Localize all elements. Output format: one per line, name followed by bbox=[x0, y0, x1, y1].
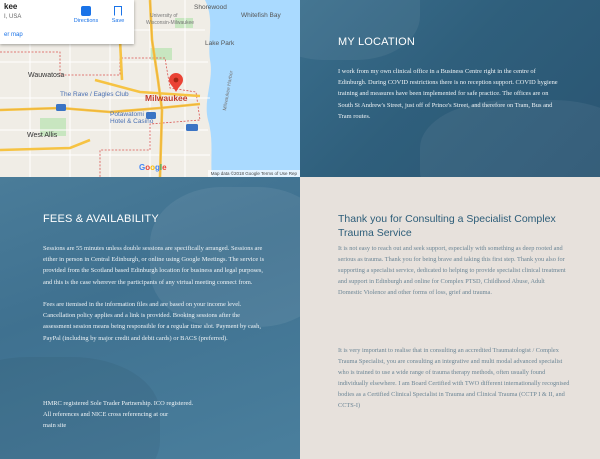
directions-icon bbox=[81, 6, 91, 16]
save-label: Save bbox=[111, 18, 125, 24]
map-card-address: I, USA bbox=[4, 14, 22, 20]
fees-paragraph-3: HMRC registered Sole Trader Partnership. ICO registered. bbox=[43, 400, 194, 407]
map-label-lakepark: Lake Park bbox=[205, 40, 235, 47]
map-label-university: University of bbox=[150, 13, 178, 19]
thanks-paragraph-1: It is not easy to reach out and seek support, especially with something as deep rooted and serious as trauma. Thank you for being brave and taking this first step. Thank you also for supporting a specialist service, dedicated to helping to provide specialist clinical treatment and support in Edinburgh and online for Complex PTSD, Childhood Abuse, Adult Domestic Violence and other forms of loss, grief and trauma. bbox=[338, 245, 566, 297]
thanks-heading: Thank you for Consulting a Specialist Complex Trauma Service bbox=[338, 213, 556, 239]
map-attribution[interactable]: Map data ©2018 Google Terms of Use Rep bbox=[208, 170, 300, 177]
map-label-westallis: West Allis bbox=[27, 132, 58, 139]
directions-button[interactable] bbox=[71, 6, 101, 24]
thanks-paragraph-2: It is very important to realise that in consulting an accredited Traumatologist / Complex Trauma Specialist, you are consulting an integrative and multi modal advanced specialist who is trained to use a wide range of trauma therapy methods, often usually found individually elsewhere. I am Board Certified with TWO different internationally recognised bodies as a Certified Clinical Specialist in Trauma and Clinical Trauma (CCTP I & II, and CCTS-I) bbox=[338, 347, 570, 410]
map-label-whitefish: Whitefish Bay bbox=[241, 12, 281, 19]
location-heading: MY LOCATION bbox=[338, 36, 415, 48]
thanks-section bbox=[300, 177, 600, 459]
map-label-milwaukee: Milwaukee bbox=[145, 93, 188, 103]
fees-paragraph-1: Sessions are 55 minutes unless double sessions are specifically arranged. Sessions are either in person in Central Edinburgh, or online using Google Meetings. The service is provided from the Scotland based Edinburgh location for business and legal purposes, and this is the case wherever the participants of any virtual meeting connect from. bbox=[43, 245, 265, 286]
location-map[interactable] bbox=[0, 0, 300, 177]
map-label-university-2: Wisconsin-Milwaukee bbox=[146, 20, 195, 26]
bookmark-icon bbox=[114, 6, 122, 16]
map-card-title: kee bbox=[4, 2, 18, 11]
location-section bbox=[300, 0, 600, 177]
fees-paragraph-2: Fees are itemised in the information files and are based on your income level. Cancellation policy applies and a link is provided. Booking sessions after the assessment session means being responsible for a regular time slot. Payment by cash, PayPal (including by major credit and debit cards) or BACS (preferred). bbox=[43, 301, 261, 342]
map-label-wauwatosa: Wauwatosa bbox=[28, 72, 65, 79]
fees-heading: FEES & AVAILABILITY bbox=[43, 213, 159, 225]
view-larger-map-link[interactable]: er map bbox=[4, 32, 23, 38]
google-logo: Google bbox=[139, 163, 167, 172]
fees-section bbox=[0, 177, 300, 459]
map-label-shorewood: Shorewood bbox=[194, 4, 227, 11]
map-label-lake: Milwaukee Harbor bbox=[222, 70, 235, 112]
fees-paragraph-3-line-2: All references and NICE cross referencing at our bbox=[43, 411, 169, 418]
map-label-potawatomi-2[interactable]: Hotel & Casino bbox=[110, 118, 154, 125]
map-info-card bbox=[0, 0, 134, 44]
fees-main-site-link[interactable]: main site bbox=[43, 422, 67, 429]
directions-label: Directions bbox=[73, 18, 99, 24]
save-button[interactable] bbox=[103, 6, 133, 24]
location-body: I work from my own clinical office in a Business Centre right in the centre of Edinburgh. During COVID restrictions there is no reception support. COVID hygiene training and measures have been implemented for safe practice. The offices are on South St Andrew's Street, just off of Prince's Street, and therefore on Tram, Bus and Tram routes. bbox=[338, 68, 558, 120]
map-label-ravine[interactable]: The Rave / Eagles Club bbox=[60, 91, 129, 98]
map-label-potawatomi[interactable]: Potawatomi bbox=[110, 111, 144, 118]
